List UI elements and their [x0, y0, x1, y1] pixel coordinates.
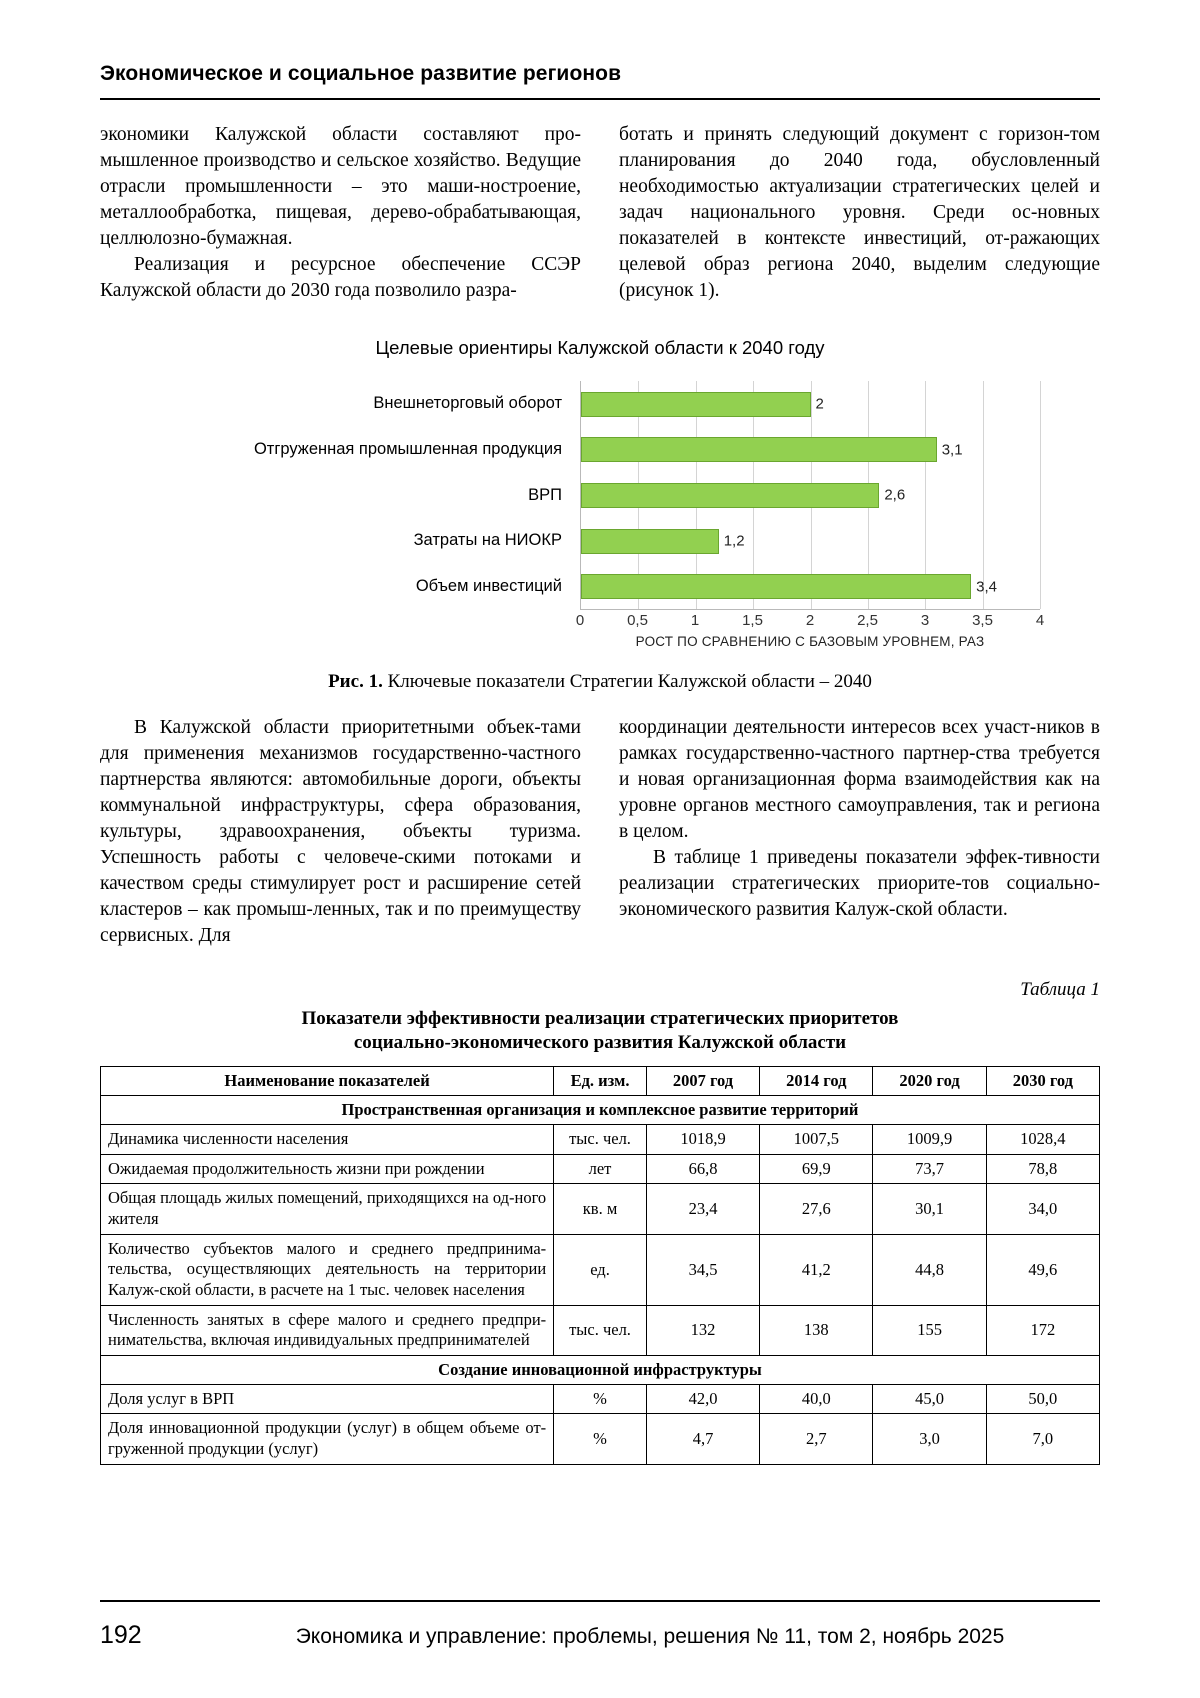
indicator-unit: % — [554, 1384, 647, 1414]
paragraph: экономики Калужской области составляют про-мышленное производство и сельское хозяйство. Ведущие отрасли промышленности – это маши-ностроение, металлообработка, пищевая, дерево-обрабатывающая, целлюлозно-бумажная. — [100, 124, 581, 249]
indicator-unit: лет — [554, 1154, 647, 1184]
chart-plot-area — [580, 381, 1040, 609]
indicator-value: 73,7 — [873, 1154, 986, 1184]
indicator-value: 172 — [986, 1305, 1099, 1355]
indicators-table — [100, 1066, 1100, 1465]
indicator-value: 7,0 — [986, 1414, 1099, 1464]
paragraph: Реализация и ресурсное обеспечение ССЭР Калужской области до 2030 года позволило разра- — [100, 253, 581, 301]
indicator-unit: кв. м — [554, 1184, 647, 1234]
category-label: Объем инвестиций — [415, 576, 562, 595]
figure-caption — [100, 671, 1100, 693]
indicator-name: Количество субъектов малого и среднего предпринима-тельства, осуществляющих деятельность на территории Калуж-ской области, в расчете на 1 тыс. человек населения — [101, 1234, 554, 1305]
paragraph: В Калужской области приоритетными объек-тами для применения механизмов государственно-частного партнерства являются: автомобильные дороги, объекты коммунальной инфраструктуры, сфера образования, культуры, здравоохранения, объекты туризма. Успешность работы с человече-скими потоками и качеством среды стимулирует рост и расширение сетей кластеров – как промыш-ленных, так и по преимуществу сервисных. Для — [100, 717, 581, 946]
table-header-row — [101, 1067, 1100, 1096]
indicator-name: Доля услуг в ВРП — [101, 1384, 554, 1414]
x-tick-label: 4 — [1035, 612, 1045, 630]
bar — [581, 392, 824, 417]
table-row — [101, 1154, 1100, 1184]
x-tick-label: 3,5 — [972, 612, 993, 630]
indicator-value: 2,7 — [760, 1414, 873, 1464]
table-row — [101, 1125, 1100, 1155]
bar-chart — [160, 381, 1045, 651]
table-row — [101, 1414, 1100, 1464]
category-label: ВРП — [528, 485, 562, 504]
x-axis-line — [580, 609, 1040, 610]
text-columns-top — [100, 122, 1100, 303]
column-header: 2020 год — [873, 1067, 986, 1096]
bar — [581, 483, 906, 508]
category-label: Затраты на НИОКР — [413, 531, 562, 550]
indicator-value: 40,0 — [760, 1384, 873, 1414]
indicator-value: 49,6 — [986, 1234, 1099, 1305]
indicator-name: Динамика численности населения — [101, 1125, 554, 1155]
paragraph: ботать и принять следующий документ с горизон-том планирования до 2040 года, обусловленный необходимостью актуализации стратегических целей и задач национального уровня. Среди ос-новных показателей в контексте инвестиций, от-ражающих целевой образ региона 2040, выделим следующие (рисунок 1). — [619, 124, 1100, 301]
indicator-value: 155 — [873, 1305, 986, 1355]
figure-caption-label: Рис. 1. — [328, 671, 383, 693]
indicator-value: 34,0 — [986, 1184, 1099, 1234]
table-row — [101, 1234, 1100, 1305]
category-label: Внешнеторговый оборот — [373, 394, 562, 413]
x-tick-label: 0,5 — [627, 612, 648, 630]
indicator-value: 42,0 — [646, 1384, 759, 1414]
x-tick-label: 2 — [805, 612, 815, 630]
indicator-value: 23,4 — [646, 1184, 759, 1234]
indicator-unit: % — [554, 1414, 647, 1464]
table-number: Таблица 1 — [1020, 978, 1100, 1000]
bar-value-label: 3,1 — [941, 441, 963, 459]
indicator-name: Ожидаемая продолжительность жизни при рождении — [101, 1154, 554, 1184]
left-column-top — [100, 122, 581, 303]
x-tick-label: 1,5 — [742, 612, 763, 630]
indicator-value: 138 — [760, 1305, 873, 1355]
indicator-value: 4,7 — [646, 1414, 759, 1464]
table-section-label: Пространственная организация и комплексное развитие территорий — [101, 1096, 1100, 1125]
indicator-value: 41,2 — [760, 1234, 873, 1305]
column-header: Ед. изм. — [554, 1067, 647, 1096]
column-header: 2007 год — [646, 1067, 759, 1096]
indicator-unit: тыс. чел. — [554, 1305, 647, 1355]
indicator-value: 50,0 — [986, 1384, 1099, 1414]
chart-title: Целевые ориентиры Калужской области к 2040 году — [375, 337, 825, 359]
bar-value-label: 3,4 — [976, 578, 997, 596]
indicator-value: 45,0 — [873, 1384, 986, 1414]
journal-line: Экономика и управление: проблемы, решения № 11, том 2, ноябрь 2025 — [295, 1625, 1005, 1648]
table-section-row — [101, 1096, 1100, 1125]
indicator-unit: ед. — [554, 1234, 647, 1305]
indicator-value: 1018,9 — [646, 1125, 759, 1155]
right-column-top — [619, 122, 1100, 303]
indicator-value: 1007,5 — [760, 1125, 873, 1155]
indicator-value: 1028,4 — [986, 1125, 1099, 1155]
indicator-value: 69,9 — [760, 1154, 873, 1184]
x-tick-label: 2,5 — [857, 612, 878, 630]
indicator-name: Доля инновационной продукции (услуг) в общем объеме от-груженной продукции (услуг) — [101, 1414, 554, 1464]
chart-gridline — [1040, 381, 1041, 609]
indicator-unit: тыс. чел. — [554, 1125, 647, 1155]
paragraph: координации деятельности интересов всех участ-ников в рамках государственно-частного партнер-ства требуется и новая организационная форма взаимодействия как на уровне органов местного самоуправления, так и региона в целом. — [619, 717, 1100, 843]
x-tick-label: 1 — [690, 612, 700, 630]
bar — [581, 529, 745, 554]
page-number: 192 — [100, 1621, 142, 1649]
chart-gridline — [983, 381, 984, 609]
x-axis-ticks — [575, 612, 1045, 634]
bar — [581, 574, 997, 599]
indicator-value: 66,8 — [646, 1154, 759, 1184]
table-title-line2: социально-экономического развития Калужской области — [353, 1032, 847, 1054]
indicator-name: Общая площадь жилых помещений, приходящихся на од-ного жителя — [101, 1184, 554, 1234]
indicator-value: 3,0 — [873, 1414, 986, 1464]
category-label: Отгруженная промышленная продукция — [253, 440, 562, 459]
column-header: 2030 год — [986, 1067, 1099, 1096]
indicator-value: 1009,9 — [873, 1125, 986, 1155]
chart-category-labels — [160, 381, 572, 609]
indicator-value: 34,5 — [646, 1234, 759, 1305]
bar-value-label: 2,6 — [884, 486, 906, 504]
x-tick-label: 0 — [575, 612, 585, 630]
header-divider — [100, 98, 1100, 100]
indicator-name: Численность занятых в сфере малого и среднего предпри-нимательства, включая индивидуальных предпринимателей — [101, 1305, 554, 1355]
indicator-value: 44,8 — [873, 1234, 986, 1305]
table-section-label: Создание инновационной инфраструктуры — [101, 1355, 1100, 1384]
indicator-value: 78,8 — [986, 1154, 1099, 1184]
footer-divider — [100, 1600, 1100, 1602]
indicator-value: 30,1 — [873, 1184, 986, 1234]
indicator-value: 132 — [646, 1305, 759, 1355]
x-tick-label: 3 — [920, 612, 930, 630]
column-header: 2014 год — [760, 1067, 873, 1096]
indicator-value: 27,6 — [760, 1184, 873, 1234]
paragraph: В таблице 1 приведены показатели эффек-тивности реализации стратегических приорите-тов социально-экономического развития Калуж-ской области. — [619, 847, 1100, 920]
bar — [581, 437, 963, 462]
figure-1 — [100, 337, 1100, 693]
bar-value-label: 1,2 — [723, 532, 745, 550]
text-columns-bottom — [100, 715, 1100, 948]
table-row — [101, 1384, 1100, 1414]
left-column-bottom — [100, 715, 581, 948]
x-axis-label: РОСТ ПО СРАВНЕНИЮ С БАЗОВЫМ УРОВНЕМ, РАЗ — [635, 634, 985, 650]
running-head: Экономическое и социальное развитие регионов — [100, 62, 622, 85]
table-row — [101, 1305, 1100, 1355]
table-section-row — [101, 1355, 1100, 1384]
table-title-line1: Показатели эффективности реализации стратегических приоритетов — [301, 1007, 899, 1029]
figure-caption-text: Ключевые показатели Стратегии Калужской области – 2040 — [382, 671, 872, 693]
table-title — [100, 1007, 1100, 1056]
table-row — [101, 1184, 1100, 1234]
right-column-bottom — [619, 715, 1100, 948]
column-header: Наименование показателей — [101, 1067, 554, 1096]
page-footer — [100, 1621, 1100, 1650]
bar-value-label: 2 — [815, 395, 824, 413]
